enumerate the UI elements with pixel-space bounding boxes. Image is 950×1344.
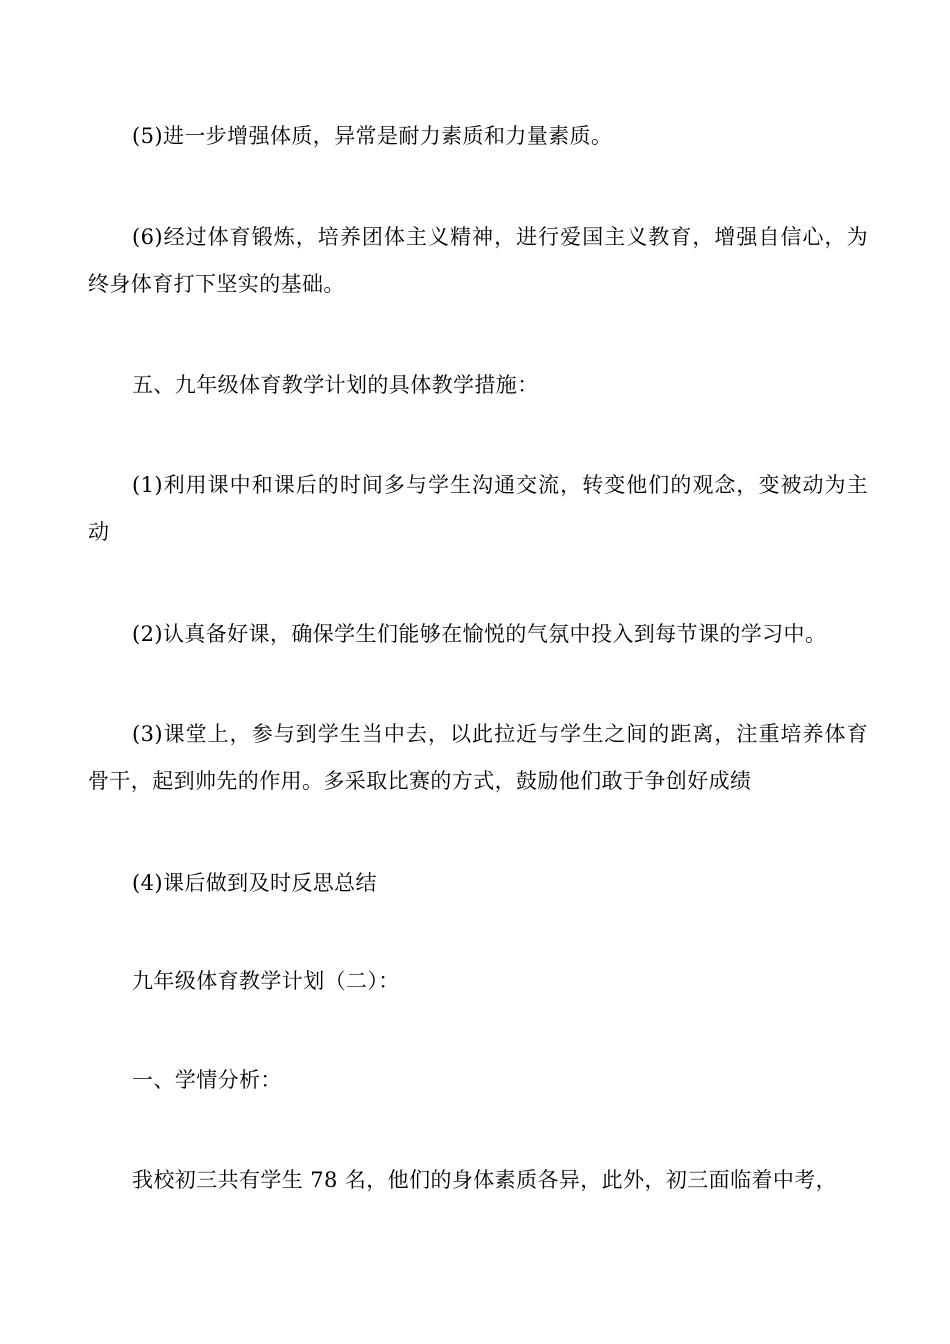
paragraph-measure-2: (2)认真备好课，确保学生们能够在愉悦的气氛中投入到每节课的学习中。 [132,622,827,646]
paragraph-fitness-goal-6: (6)经过体育锻炼，培养团体主义精神，进行爱国主义教育，增强自信心，为终身体育打下坚实的基础。 [88,225,868,296]
paragraph-measure-4: (4)课后做到及时反思总结 [132,871,377,895]
paragraph-fitness-goal-5: (5)进一步增强体质，异常是耐力素质和力量素质。 [132,124,613,148]
paragraph-measure-3: (3)课堂上，参与到学生当中去，以此拉近与学生之间的距离，注重培养体育骨干，起到帅先的作用。多采取比赛的方式，鼓励他们敢于争创好成绩 [88,722,868,793]
paragraph-student-analysis: 我校初三共有学生 78 名，他们的身体素质各异，此外，初三面临着中考， [132,1168,838,1192]
section-heading-teaching-measures: 五、九年级体育教学计划的具体教学措施： [132,373,539,397]
paragraph-measure-1: (1)利用课中和课后的时间多与学生沟通交流，转变他们的观念，变被动为主动 [88,473,868,544]
section-heading-student-analysis: 一、学情分析： [132,1068,282,1092]
plan-two-title: 九年级体育教学计划（二）： [132,969,400,993]
